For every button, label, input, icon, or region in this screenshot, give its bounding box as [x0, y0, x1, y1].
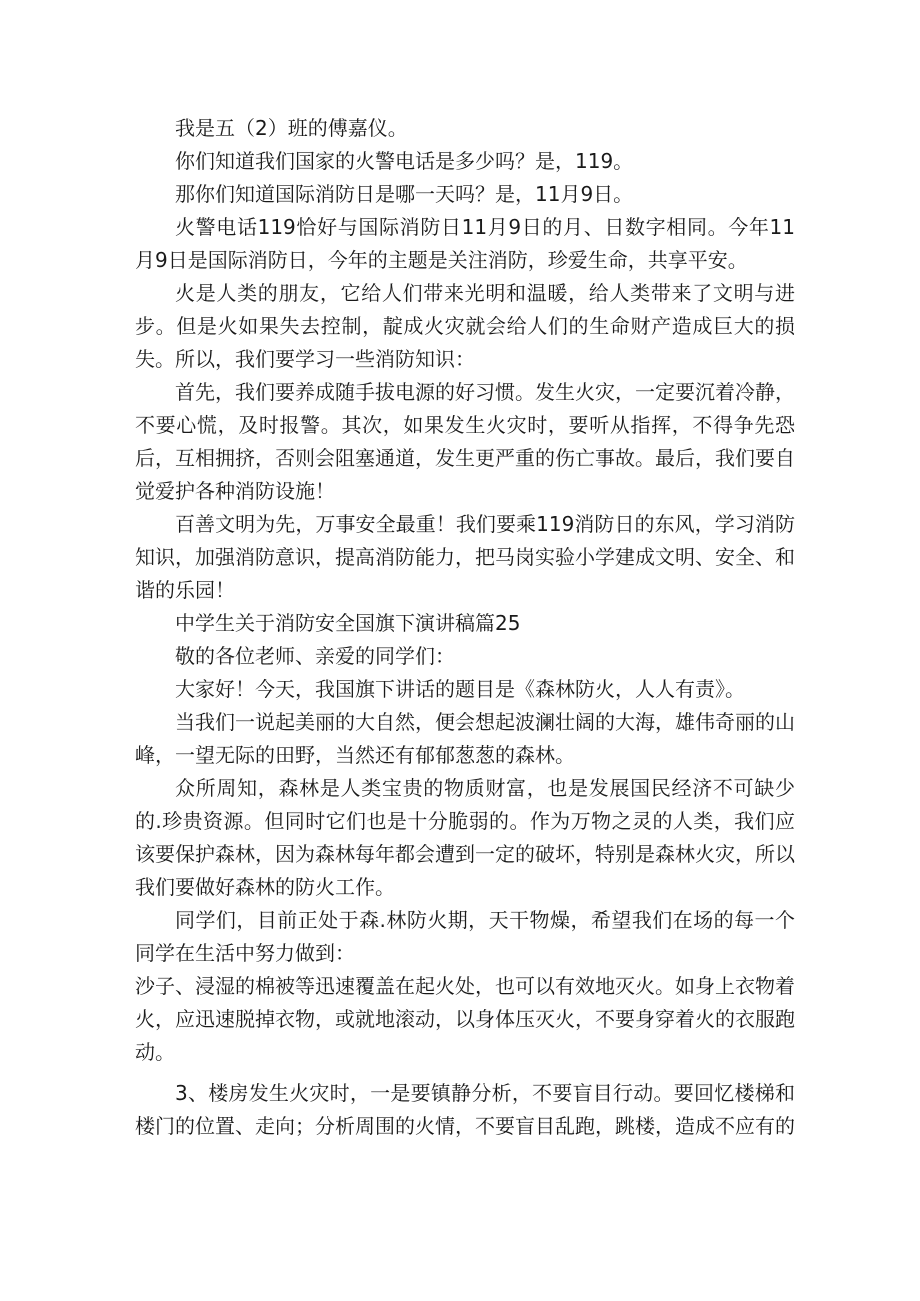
paragraph-forest-resource: 众所周知，森林是人类宝贵的物质财富，也是发展国民经济不可缺少的.珍贵资源。但同时它们也是十分脆弱的。作为万物之灵的人类，我们应该要保护森林，因为森林每年都会遭到一定的破坏，特别是森林火灾，所以我们要做好森林的防火工作。 — [135, 776, 795, 899]
paragraph-fire-friend: 火是人类的朋友，它给人们带来光明和温暖，给人类带来了文明与进步。但是火如果失去控制，靛成火灾就会给人们的生命财产造成巨大的损失。所以，我们要学习一些消防知识： — [135, 281, 795, 371]
paragraph-fire-day-theme: 火警电话119恰好与国际消防日11月9日的月、日数字相同。今年11月9日是国际消防日，今年的主题是关注消防，珍爱生命，共享平安。 — [135, 215, 795, 272]
paragraph-greeting: 敬的各位老师、亲爱的同学们： — [175, 644, 455, 668]
paragraph-fire-number-question: 你们知道我们国家的火警电话是多少吗？是，119。 — [175, 149, 634, 173]
paragraph-safety-first: 百善文明为先，万事安全最重！我们要乘119消防日的东风，学习消防知识，加强消防意识，提高消防能力，把马岗实验小学建成文明、安全、和谐的乐园！ — [135, 512, 795, 602]
section-heading: 中学生关于消防安全国旗下演讲稿篇25 — [175, 611, 521, 635]
paragraph-intro-name: 我是五（2）班的傅嘉仪。 — [175, 116, 408, 140]
document-body — [135, 112, 795, 1143]
paragraph-extinguish: 沙子、浸湿的棉被等迅速覆盖在起火处，也可以有效地灭火。如身上衣物着火，应迅速脱掉衣物，或就地滚动，以身体压灭火，不要身穿着火的衣服跑动。 — [135, 974, 795, 1064]
paragraph-building-fire: 3、楼房发生火灾时，一是要镇静分析，不要盲目行动。要回忆楼梯和楼门的位置、走向；分析周围的火情，不要盲目乱跑，跳楼，造成不应有的 — [135, 1081, 795, 1138]
paragraph-speech-title: 大家好！今天，我国旗下讲话的题目是《森林防火，人人有责》。 — [175, 677, 745, 701]
paragraph-fire-day-question: 那你们知道国际消防日是哪一天吗？是，11月9日。 — [175, 182, 634, 206]
paragraph-first-habits: 首先，我们要养成随手拔电源的好习惯。发生火灾，一定要沉着冷静，不要心慌，及时报警。其次，如果发生火灾时，要听从指挥，不得争先恐后，互相拥挤，否则会阻塞通道，发生更严重的伤亡事故。最后，我们要自觉爱护各种消防设施！ — [135, 380, 795, 503]
paragraph-nature: 当我们一说起美丽的大自然，便会想起波澜壮阔的大海，雄伟奇丽的山峰，一望无际的田野，当然还有郁郁葱葱的森林。 — [135, 710, 795, 767]
paragraph-fire-season: 同学们，目前正处于森.林防火期，天干物燥，希望我们在场的每一个同学在生活中努力做到： — [135, 908, 795, 965]
